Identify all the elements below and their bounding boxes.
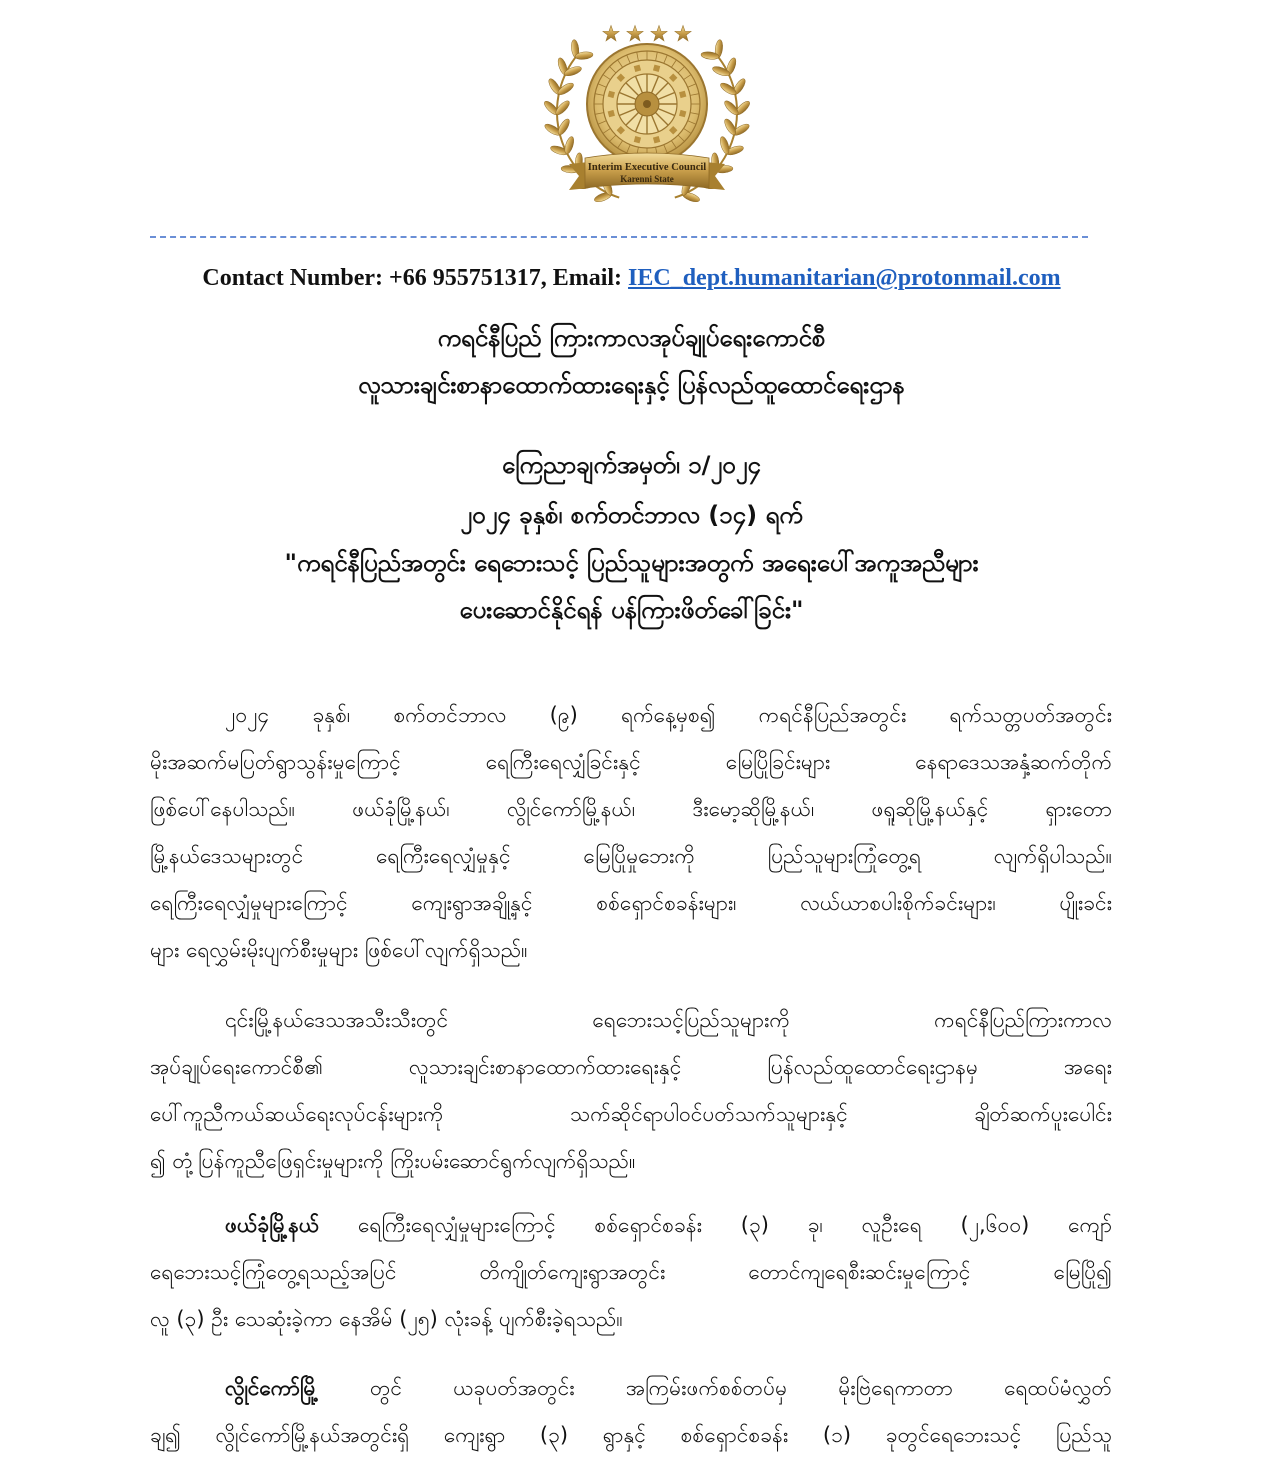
logo-subtitle: Karenni State [620,174,674,184]
department-name: လူသားချင်းစာနာထောက်ထားရေးနှင့် ပြန်လည်ထူထောင်ရေးဌာန [358,371,905,399]
contact-number: +66 955751317, [389,265,547,291]
paragraph-line [150,1365,1112,1412]
logo-banner [569,153,725,190]
paragraph-line: ဖြစ်ပေါ်နေပါသည်။ ဖယ်ခုံမြို့နယ်၊ လွိုင်ကော်မြို့နယ်၊ ဒီးမော့ဆိုမြို့နယ်၊ ဖရူဆိုမြို့နယ်နှင့် ရှားတော [150,797,1112,821]
logo-title: Interim Executive Council [587,162,707,173]
paragraph-3 [150,1202,1112,1343]
laurel-leaf [563,136,575,155]
paragraph-2 [150,997,1112,1185]
paragraph-4 [150,1365,1112,1459]
township-heading: ဖယ်ခုံမြို့နယ် [225,1213,320,1237]
contact-number-label: Contact Number: [202,265,384,291]
emblem-wheel [587,44,707,164]
emblem-center-dot [643,100,651,108]
star-icon [627,26,643,41]
paragraph-line: အုပ်ချုပ်ရေးကောင်စီ၏ လူသားချင်းစာနာထောက်ထားရေးနှင့် ပြန်လည်ထူထောင်ရေးဌာနမှ အရေး [150,1055,1112,1079]
header-divider [150,236,1088,238]
paragraph-line: မြို့နယ်ဒေသများတွင် ရေကြီးရေလျှံမှုနှင့် မြေပြိုမှုဘေးကို ပြည်သူများကြုံတွေ့ရ လျက်ရှိပါသည်။ [150,844,1112,868]
township-heading: လွိုင်ကော်မြို့ [225,1376,319,1400]
logo-emblem [535,12,759,212]
organization-name: ကရင်နီပြည် ကြားကာလအုပ်ချုပ်ရေးကောင်စီ [437,324,826,352]
statement-number: ကြေညာချက်အမှတ်၊ ၁/၂၀၂၄ [502,451,761,479]
statement-title-line: ပေးဆောင်နိုင်ရန် ပန်ကြားဖိတ်ခေါ်ခြင်း" [459,596,804,624]
star-icon [651,26,667,41]
paragraph-line: ၂၀၂၄ ခုနှစ်၊ စက်တင်ဘာလ (၉) ရက်နေ့မှစ၍ ကရင်နီပြည်အတွင်း ရက်သတ္တပတ်အတွင်း [225,703,1112,727]
paragraph-line [150,1202,1112,1249]
paragraph-line: ၍ တုံ့ပြန်ကူညီဖြေရှင်းမှုများကို ကြိုးပမ်းဆောင်ရွက်လျက်ရှိသည်။ [150,1149,636,1173]
paragraph-line: ရေကြီးရေလျှံမှုများကြောင့် ကျေးရွာအချို့နှင့် စစ်ရှောင်စခန်းများ၊ လယ်ယာစပါးစိုက်ခင်းများ၊ ပျိုးခင်း [150,891,1112,915]
paragraph-line: ချ၍ လွိုင်ကော်မြို့နယ်အတွင်းရှိ ကျေးရွာ (၃) ရွာနှင့် စစ်ရှောင်စခန်း (၁) ခုတွင်ရေဘေးသင့် ပြည်သူ [150,1423,1112,1447]
statement-title-line: "ကရင်နီပြည်အတွင်း ရေဘေးသင့် ပြည်သူများအတွက် အရေးပေါ်အကူအညီများ [284,549,979,577]
paragraph-line: လူ (၃) ဦး သေဆုံးခဲ့ကာ နေအိမ် (၂၅) လုံးခန့် ပျက်စီးခဲ့ရသည်။ [150,1307,623,1331]
star-icon [675,26,691,41]
email-link[interactable]: IEC_dept.humanitarian@protonmail.com [628,265,1061,291]
paragraph-line: ရေဘေးသင့်ကြုံတွေ့ရသည့်အပြင် တိကျိုတ်ကျေးရွာအတွင်း တောင်ကျရေစီးဆင်းမှုကြောင့် မြေပြို၍ [150,1260,1112,1284]
statement-date: ၂၀၂၄ ခုနှစ်၊ စက်တင်ဘာလ (၁၄) ရက် [460,501,803,529]
contact-line [0,262,1263,294]
line-text: တွင် ယခုပတ်အတွင်း အကြမ်းဖက်စစ်တပ်မှ မိုးဗြဲရေကာတာ ရေထပ်မံလွှတ် [369,1376,1112,1400]
logo-stars [603,26,691,41]
contact-email-label: Email: [552,265,623,291]
paragraph-line: များ ရေလွှမ်းမိုးပျက်စီးမှုများ ဖြစ်ပေါ်လျက်ရှိသည်။ [150,938,528,962]
paragraph-line: ၎င်းမြို့နယ်ဒေသအသီးသီးတွင် ရေဘေးသင့်ပြည်သူများကို ကရင်နီပြည်ကြားကာလ [225,1008,1112,1032]
line-text: ရေကြီးရေလျှံမှုများကြောင့် စစ်ရှောင်စခန်း (၃) ခု၊ လူဦးရေ (၂,၆၀၀) ကျော် [358,1213,1112,1237]
iec-logo [535,12,759,212]
laurel-leaf [718,136,730,155]
paragraph-line: ပေါ်ကူညီကယ်ဆယ်ရေးလုပ်ငန်းများကို သက်ဆိုင်ရာပါဝင်ပတ်သက်သူများနှင့် ချိတ်ဆက်ပူးပေါင်း [150,1102,1112,1126]
paragraph-1 [150,692,1112,974]
paragraph-line: မိုးအဆက်မပြတ်ရွာသွန်းမှုကြောင့် ရေကြီးရေလျှံခြင်းနှင့် မြေပြိုခြင်းများ နေရာဒေသအနှံ့ဆက်တိုက် [150,750,1112,774]
star-icon [603,26,619,41]
